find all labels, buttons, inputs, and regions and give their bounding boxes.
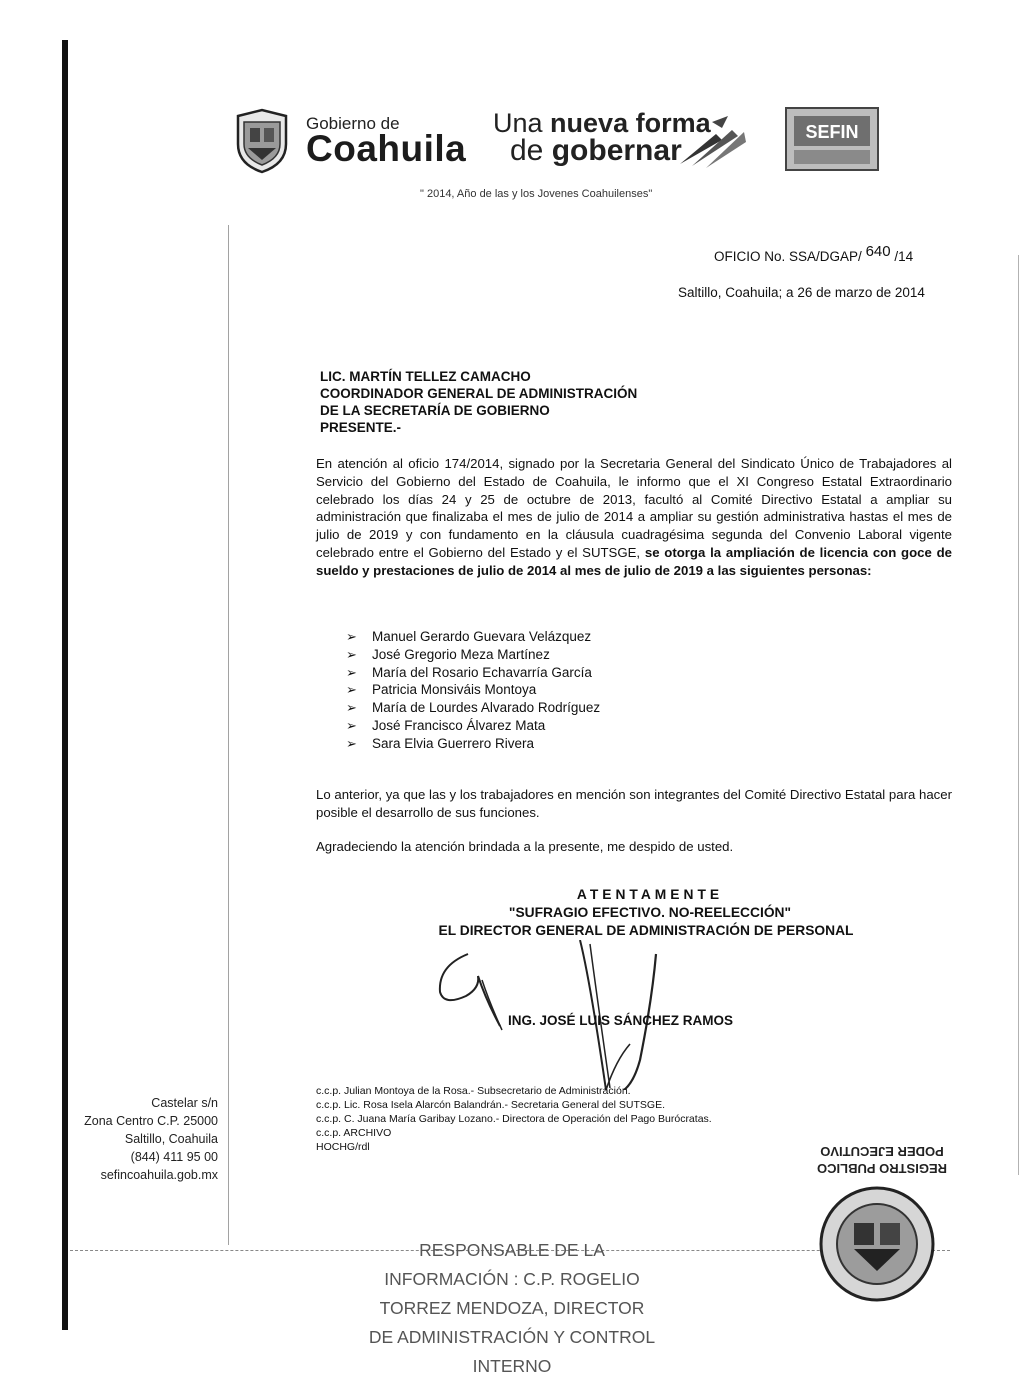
addressee-name: LIC. MARTÍN TELLEZ CAMACHO <box>320 369 531 384</box>
bullet-arrow-icon: ➢ <box>346 629 357 644</box>
contact-city: Saltillo, Coahuila <box>124 1132 218 1146</box>
year-motto: " 2014, Año de las y los Jovenes Coahuilenses" <box>420 188 653 200</box>
slogan-line-1: Una nueva forma <box>493 108 711 138</box>
binder-edge <box>62 40 68 1330</box>
contact-address: Castelar s/n <box>151 1096 218 1110</box>
contact-zone: Zona Centro C.P. 25000 <box>84 1114 218 1128</box>
signer-name: ING. JOSÉ LUIS SÁNCHEZ RAMOS <box>508 1013 734 1028</box>
gov-label-small: Gobierno de <box>306 114 400 133</box>
ccp-line: HOCHG/rdl <box>316 1141 370 1153</box>
margin-line <box>228 225 229 1245</box>
list-item: ➢ María de Lourdes Alvarado Rodríguez <box>346 700 601 716</box>
sefin-badge-icon <box>784 106 880 172</box>
list-item: ➢ Sara Elvia Guerrero Rivera <box>346 735 535 751</box>
contact-website: sefincoahuila.gob.mx <box>100 1168 218 1182</box>
ccp-line: c.c.p. ARCHIVO <box>316 1127 392 1139</box>
ccp-line: c.c.p. C. Juana María Garibay Lozano.- Directora de Operación del Pago Burócratas. <box>316 1113 712 1125</box>
oficio-number: OFICIO No. SSA/DGAP/ 640 /14 <box>714 243 914 264</box>
gov-label-coahuila: Coahuila <box>306 128 467 169</box>
sefin-logo <box>784 106 880 172</box>
closing-motto: "SUFRAGIO EFECTIVO. NO-REELECCIÓN" <box>508 905 792 920</box>
registry-stamp-text: REGISTRO PUBLICO PODER EJECUTIVO <box>817 1144 948 1176</box>
ccp-line: c.c.p. Julian Montoya de la Rosa.- Subsecretario de Administración. <box>316 1085 631 1097</box>
addressee-greeting: PRESENTE.- <box>320 420 402 435</box>
body-paragraph-1: En atención al oficio 174/2014, signado por la Secretaria General del Sindicato Único de Trabajadores al Servicio del Gobierno del Estado de Coahuila, le informo que el XI Congreso Estatal Extraordinario celebrado los días 24 y 25 de octubre de 2013, facultó al Comité Directivo Estatal a ampliar su administración que finalizaba el mes de julio de 2014 a ampliar su gestión administrativa hastas el mes de julio de 2019 y con fundamento en la cláusula cuadragésima segunda del Convenio Laboral vigente celebrado entre el Gobierno del Estado y el SUTSGE, se otorga la ampliación de licencia con goce de sueldo y prestaciones de julio de 2014 al mes de julio de 2019 a las siguientes personas: <box>316 456 952 578</box>
bullet-arrow-icon: ➢ <box>346 735 357 751</box>
list-item: ➢ María del Rosario Echavarría García <box>346 664 592 680</box>
sefin-logo-text: SEFIN <box>805 122 859 142</box>
closing-atentamente: ATENTAMENTE <box>576 887 724 902</box>
coahuila-crest-icon <box>232 108 292 174</box>
bullet-arrow-icon: ➢ <box>346 700 357 716</box>
list-item: ➢ Manuel Gerardo Guevara Velázquez <box>346 629 592 644</box>
place-date: Saltillo, Coahuila; a 26 de marzo de 2014 <box>678 285 925 300</box>
footer-responsible-note: RESPONSABLE DE LA INFORMACIÓN : C.P. ROGELIO TORREZ MENDOZA, DIRECTOR DE ADMINISTRACIÓN Y CONTROL INTERNO <box>368 1240 656 1376</box>
bullet-arrow-icon: ➢ <box>346 682 357 698</box>
addressee-title-2: DE LA SECRETARÍA DE GOBIERNO <box>320 403 550 418</box>
body-paragraph-2: Lo anterior, ya que las y los trabajadores en mención son integrantes del Comité Directivo Estatal para hacer posible el desarrollo de sus funciones. <box>316 787 952 820</box>
list-item: ➢ Patricia Monsiváis Montoya <box>346 682 537 698</box>
slogan-line-2: de gobernar <box>510 134 682 167</box>
closing-position: EL DIRECTOR GENERAL DE ADMINISTRACIÓN DE PERSONAL <box>438 923 854 938</box>
body-paragraph-3: Agradeciendo la atención brindada a la presente, me despido de usted. <box>316 839 734 854</box>
addressee-title-1: COORDINADOR GENERAL DE ADMINISTRACIÓN <box>320 386 638 401</box>
people-list <box>346 628 600 753</box>
list-item: ➢ José Francisco Álvarez Mata <box>346 717 546 733</box>
ccp-line: c.c.p. Lic. Rosa Isela Alarcón Balandrán.- Secretaria General del SUTSGE. <box>316 1099 665 1111</box>
bullet-arrow-icon: ➢ <box>346 646 357 662</box>
bullet-arrow-icon: ➢ <box>346 717 357 733</box>
list-item: ➢ José Gregorio Meza Martínez <box>346 646 550 662</box>
right-scan-line <box>1018 255 1019 1175</box>
state-seal-icon <box>816 1183 938 1305</box>
slogan-arrows-icon <box>676 112 748 170</box>
contact-phone: (844) 411 95 00 <box>130 1150 218 1164</box>
bullet-arrow-icon: ➢ <box>346 664 357 680</box>
